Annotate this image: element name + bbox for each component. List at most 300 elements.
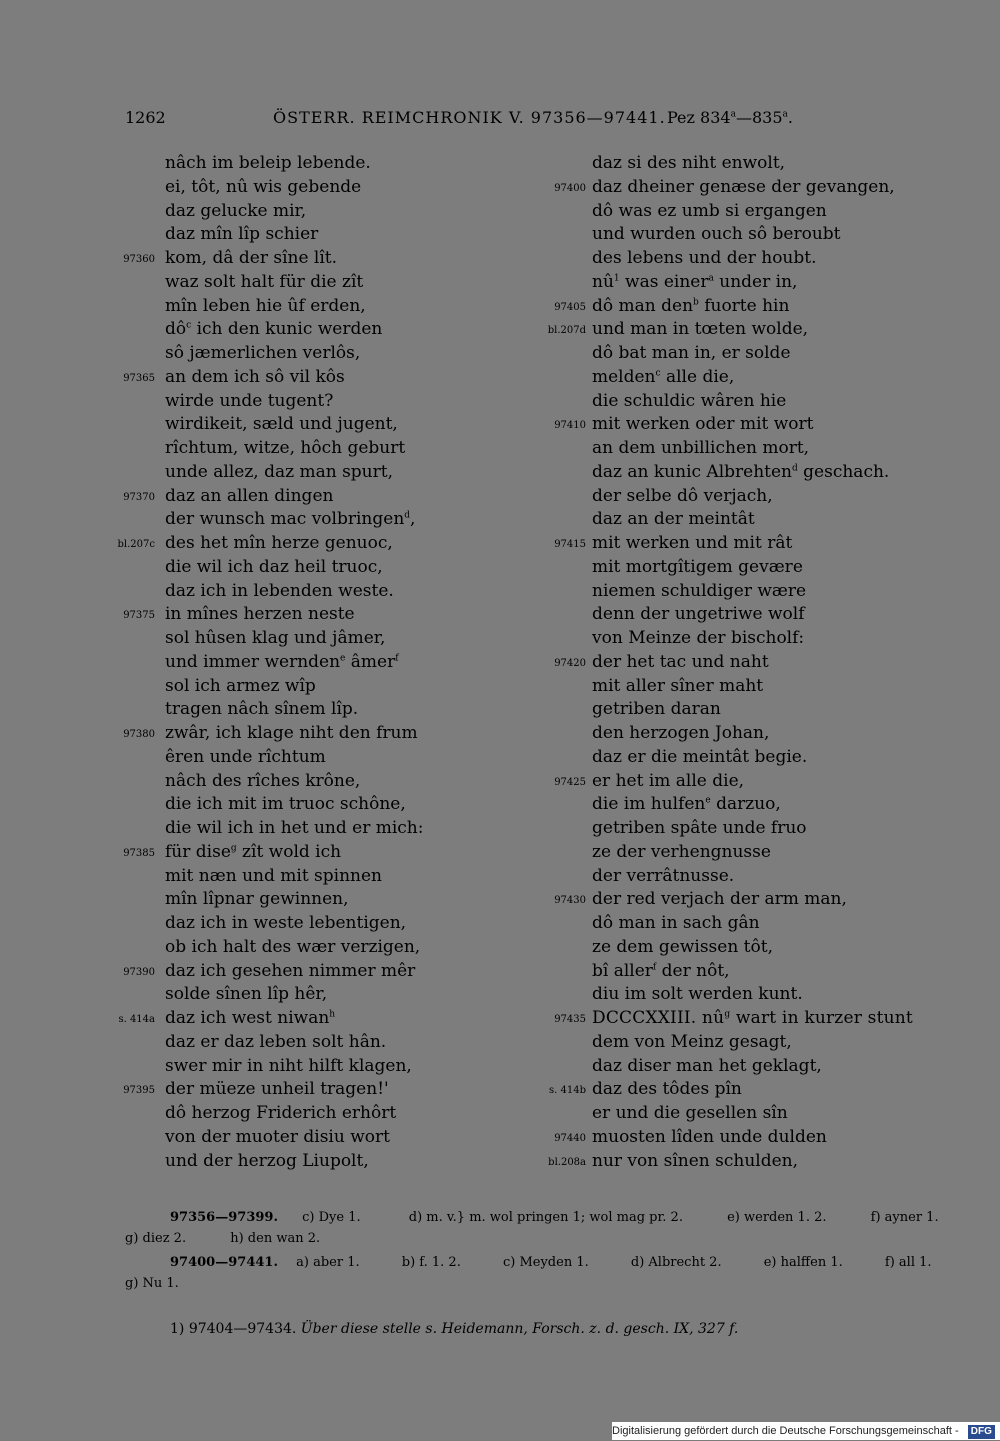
verse-text [592, 201, 827, 221]
dfg-banner-text: Digitalisierung gefördert durch die Deutsche Forschungsgemeinschaft - [612, 1425, 959, 1437]
verse-text [592, 557, 803, 577]
verse-line [165, 271, 565, 295]
verse-line [118, 1007, 565, 1031]
verse-text [165, 699, 358, 719]
verse-text [165, 201, 306, 221]
margin-line-number: 97375 [123, 610, 155, 622]
verse-fragment: êren unde rîchtum [165, 746, 326, 767]
verse-fragment: daz des tôdes pîn [592, 1079, 742, 1100]
verse-line [123, 485, 565, 509]
verse-line [592, 556, 972, 580]
verse-line [592, 271, 972, 295]
verse-fragment: sol hûsen klag und jâmer, [165, 628, 386, 648]
verse-line [554, 770, 972, 794]
note-marker: 1 [613, 273, 620, 284]
verse-line [165, 888, 565, 912]
margin-line-number: 97430 [554, 895, 586, 907]
verse-line [165, 176, 565, 200]
margin-line-number: 97370 [123, 491, 155, 503]
margin-line-number: 97380 [123, 729, 155, 740]
margin-line-number: 97395 [123, 1085, 155, 1097]
verse-line [554, 413, 972, 437]
verse-text [592, 486, 773, 506]
apparatus-range: 97400—97441. [170, 1255, 278, 1270]
verse-fragment: die ich mit im truoc schône, [165, 794, 406, 815]
verse-line [592, 508, 972, 532]
verse-fragment: geschach. [797, 461, 890, 482]
verse-line [592, 983, 972, 1007]
verse-line [548, 1150, 972, 1174]
verse-text [592, 1032, 792, 1052]
note-marker: a [708, 273, 714, 284]
verse-fragment: die schuldic wâren hie [592, 390, 787, 411]
verse-line [592, 223, 972, 247]
verse-fragment: daz ich gesehen nimmer mêr [165, 960, 416, 981]
verse-text [165, 747, 326, 767]
verse-fragment: dô man den [592, 295, 694, 316]
verse-line [123, 1078, 565, 1102]
note-marker: e [705, 795, 711, 806]
verse-fragment: diu im solt werden kunt. [592, 984, 803, 1005]
verse-text [592, 1151, 798, 1171]
verse-fragment: nur von sînen schulden, [592, 1150, 799, 1171]
apparatus-row [125, 1252, 955, 1273]
verse-text [592, 699, 721, 719]
dfg-funding-banner [612, 1422, 1000, 1440]
note-marker: d [792, 463, 798, 474]
verse-fragment: mit mortgîtigem gevære [592, 556, 803, 577]
verse-text [592, 937, 773, 957]
verse-fragment: was einer [619, 271, 709, 292]
verse-text [165, 1151, 369, 1171]
verse-text [165, 842, 341, 862]
verse-text [592, 913, 760, 933]
verse-line [549, 1078, 972, 1102]
apparatus-note: e) werden 1. 2. [727, 1210, 827, 1225]
margin-line-number: bl.208a [548, 1156, 586, 1168]
margin-line-number: 97365 [123, 372, 155, 384]
verse-fragment: waz solt halt für die zît [165, 271, 364, 292]
verse-fragment: der wunsch mac volbringen [165, 509, 405, 530]
verse-fragment: daz diser man het geklagt, [592, 1055, 822, 1076]
right-verse-column [547, 152, 972, 1173]
verse-text [592, 414, 814, 434]
verse-fragment: niemen schuldiger wære [592, 580, 807, 601]
verse-fragment: mit aller sîner maht [592, 675, 764, 696]
verse-text [165, 557, 383, 577]
verse-fragment: der selbe dô verjach, [592, 485, 773, 506]
verse-line [165, 793, 565, 817]
verse-text [592, 723, 769, 743]
verse-text [165, 818, 424, 838]
verse-line [592, 793, 972, 817]
verse-fragment: ei, tôt, nû wis gebende [165, 176, 362, 197]
verse-fragment: nâch des rîches krône, [165, 770, 361, 791]
verse-fragment: daz er daz leben solt hân. [165, 1031, 387, 1052]
verse-text [592, 319, 808, 339]
apparatus-row [125, 1273, 955, 1294]
margin-line-number: 97420 [554, 657, 586, 669]
verse-fragment: des het mîn herze genuoc, [165, 533, 393, 553]
apparatus-note: c) Dye 1. [302, 1210, 361, 1225]
verse-text [592, 533, 792, 553]
verse-line [554, 1126, 972, 1150]
verse-text [592, 296, 789, 316]
verse-fragment: an dem ich sô vil kôs [165, 366, 345, 387]
apparatus-row [125, 1228, 955, 1249]
verse-line [165, 223, 565, 247]
verse-text [165, 486, 333, 506]
verse-line [592, 841, 972, 865]
verse-fragment: die im hulfen [592, 794, 706, 815]
apparatus-note: a) aber 1. [296, 1255, 360, 1270]
verse-fragment: dô bat man in, er solde [592, 343, 791, 363]
verse-line [165, 1102, 565, 1126]
margin-line-number: 97410 [554, 420, 586, 432]
verse-text [165, 771, 360, 791]
verse-text [165, 913, 406, 933]
verse-fragment: die wil ich in het und er mich: [165, 818, 424, 838]
verse-fragment: wirdikeit, sæld und jugent, [165, 414, 398, 435]
verse-fragment: darzuo, [710, 794, 781, 815]
verse-text [165, 1008, 335, 1028]
verse-text [165, 438, 405, 458]
verse-line [123, 722, 565, 746]
verse-fragment: er het im alle die, [592, 770, 745, 791]
verse-text [165, 319, 382, 339]
verse-line [592, 1031, 972, 1055]
margin-line-number: s. 414b [549, 1085, 586, 1097]
verse-text [592, 272, 797, 292]
verse-line [592, 390, 972, 414]
note-marker: f [652, 961, 657, 972]
verse-fragment: ich den kunic werden [191, 319, 383, 340]
apparatus-note: d) m. v.} m. wol pringen 1; wol mag pr. 2. [408, 1210, 683, 1225]
verse-text [592, 177, 895, 197]
verse-line [123, 247, 565, 271]
note-marker: g [230, 843, 237, 854]
verse-fragment: nâch im beleip lebende. [165, 153, 371, 173]
verse-line [592, 603, 972, 627]
verse-text [165, 937, 420, 957]
verse-text [165, 367, 345, 387]
verse-text [165, 296, 366, 316]
verse-line [117, 532, 565, 556]
verse-line [165, 912, 565, 936]
verse-fragment: daz ich west niwan [165, 1008, 330, 1028]
verse-fragment: muosten lîden unde dulden [592, 1126, 827, 1147]
margin-line-number: 97440 [554, 1132, 586, 1144]
verse-fragment: in mînes herzen neste [165, 604, 355, 625]
verse-fragment: daz an der meintât [592, 509, 755, 530]
verse-text [592, 224, 841, 244]
verse-fragment: unde allez, daz man spurt, [165, 461, 393, 482]
verse-fragment: under in, [713, 271, 798, 292]
verse-line [165, 1031, 565, 1055]
verse-text [592, 652, 769, 672]
apparatus-row [125, 1207, 955, 1228]
footnote-number: 1) 97404—97434. [170, 1321, 297, 1337]
verse-text [592, 1056, 822, 1076]
margin-line-number: 97360 [123, 254, 155, 265]
verse-fragment: ze dem gewissen tôt, [592, 936, 773, 957]
verse-text [592, 343, 791, 363]
verse-text [592, 438, 809, 458]
verse-line [554, 888, 972, 912]
verse-fragment: er und die gesellen sîn [592, 1103, 788, 1123]
verse-fragment: mit werken oder mit wort [592, 414, 814, 435]
footnote [170, 1321, 738, 1337]
verse-fragment: âmer [345, 651, 396, 672]
verse-line [165, 461, 565, 485]
margin-line-number: 97390 [123, 966, 155, 978]
verse-line [165, 508, 565, 532]
verse-text [592, 604, 804, 624]
verse-line [165, 1126, 565, 1150]
verse-fragment: daz ich in lebenden weste. [165, 580, 394, 601]
verse-fragment: ze der verhengnusse [592, 841, 771, 862]
verse-fragment: die wil ich daz heil truoc, [165, 556, 383, 577]
verse-line [165, 983, 565, 1007]
verse-line [165, 152, 565, 176]
apparatus-note: f) ayner 1. [870, 1210, 939, 1225]
verse-fragment: mit næn und mit spinnen [165, 865, 382, 886]
verse-text [165, 652, 399, 672]
verse-text [165, 723, 418, 743]
running-title: ÖSTERR. REIMCHRONIK V. 97356—97441. [273, 108, 666, 127]
verse-fragment: solde sînen lîp hêr, [165, 984, 328, 1005]
verse-fragment: DCCCXXIII. nû [592, 1008, 725, 1028]
verse-fragment: wart in kurzer stunt [730, 1008, 913, 1028]
verse-text [592, 771, 744, 791]
verse-fragment: denn der ungetriwe wolf [592, 604, 805, 625]
verse-line [165, 200, 565, 224]
verse-line [165, 318, 565, 342]
verse-text [165, 676, 316, 696]
verse-line [123, 603, 565, 627]
verse-text [165, 961, 415, 981]
verse-fragment: ob ich halt des wær verzigen, [165, 936, 421, 957]
footnote-text: Über diese stelle s. Heidemann, Forsch. z. d. gesch. IX, 327 f. [300, 1321, 739, 1337]
verse-line [592, 960, 972, 984]
apparatus-note: g) Nu 1. [125, 1276, 179, 1291]
verse-line [165, 698, 565, 722]
verse-line [592, 936, 972, 960]
verse-fragment: nû [592, 271, 614, 292]
left-verse-column [117, 152, 565, 1173]
apparatus-note: f) all 1. [884, 1255, 932, 1270]
verse-fragment: getriben daran [592, 699, 721, 720]
verse-text [165, 248, 337, 268]
verse-fragment: daz an kunic Albrehten [592, 461, 792, 482]
verse-fragment: der red verjach der arm man, [592, 889, 847, 910]
critical-apparatus-2 [125, 1252, 955, 1294]
verse-fragment: daz ich in weste lebentigen, [165, 913, 407, 933]
verse-line [592, 746, 972, 770]
verse-fragment: mîn lîpnar gewinnen, [165, 889, 349, 910]
apparatus-note: e) halffen 1. [763, 1255, 843, 1270]
verse-fragment: dem von Meinz gesagt, [592, 1031, 792, 1052]
verse-line [165, 342, 565, 366]
verse-fragment: sol ich armez wîp [165, 675, 316, 696]
verse-line [165, 675, 565, 699]
verse-text [592, 1127, 827, 1147]
verse-line [165, 817, 565, 841]
apparatus-note: d) Albrecht 2. [630, 1255, 722, 1270]
verse-fragment: für dise [165, 841, 231, 862]
verse-line [165, 437, 565, 461]
verse-fragment: kom, dâ der sîne lît. [165, 248, 338, 268]
verse-text [165, 1079, 389, 1099]
verse-line [165, 1150, 565, 1174]
note-marker: c [186, 320, 192, 331]
verse-text [165, 509, 415, 529]
verse-text [165, 866, 382, 886]
verse-fragment: wirde unde tugent? [165, 390, 334, 411]
verse-line [554, 176, 972, 200]
verse-line [165, 936, 565, 960]
verse-fragment: der nôt, [656, 960, 730, 981]
verse-text [592, 1079, 742, 1099]
verse-fragment: sô jæmerlichen verlôs, [165, 343, 361, 363]
verse-fragment: zît wold ich [236, 841, 342, 862]
verse-fragment: , [410, 509, 416, 530]
verse-fragment: fuorte hin [698, 295, 790, 316]
verse-line [554, 295, 972, 319]
verse-text [165, 153, 371, 173]
verse-line [592, 912, 972, 936]
verse-fragment: mîn leben hie ûf erden, [165, 295, 366, 316]
verse-line [165, 295, 565, 319]
verse-text [165, 794, 406, 814]
verse-text [165, 1127, 390, 1147]
verse-fragment: und man in tœten wolde, [592, 319, 809, 340]
verse-fragment: von der muoter disiu wort [165, 1126, 390, 1147]
verse-line [592, 200, 972, 224]
verse-fragment: der verrâtnusse. [592, 865, 735, 886]
verse-fragment: dô herzog Friderich erhôrt [165, 1103, 397, 1123]
verse-fragment: dô was ez umb si ergangen [592, 200, 827, 221]
verse-fragment: daz dheiner genæse der gevangen, [592, 176, 895, 197]
verse-fragment: zwâr, ich klage niht den frum [165, 723, 418, 743]
verse-text [592, 842, 771, 862]
verse-fragment: alle die, [660, 366, 735, 387]
verse-fragment: dô [165, 319, 187, 340]
margin-line-number: 97435 [554, 1014, 586, 1025]
verse-fragment: getriben spâte unde fruo [592, 818, 807, 838]
apparatus-range: 97356—97399. [170, 1210, 278, 1225]
verse-line [592, 1102, 972, 1126]
verse-line [592, 675, 972, 699]
verse-fragment: dô man in sach gân [592, 913, 760, 933]
verse-text [165, 343, 360, 363]
verse-fragment: daz si des niht enwolt, [592, 153, 786, 173]
verse-line [592, 342, 972, 366]
page-number: 1262 [125, 108, 166, 127]
margin-line-number: 97415 [554, 539, 586, 550]
verse-text [165, 1103, 396, 1123]
verse-line [592, 627, 972, 651]
verse-text [592, 984, 803, 1004]
verse-fragment: mit werken und mit rât [592, 533, 793, 553]
verse-line [592, 817, 972, 841]
verse-line [165, 627, 565, 651]
verse-text [165, 177, 361, 197]
verse-fragment: daz mîn lîp schier [165, 224, 319, 245]
verse-text [592, 889, 847, 909]
verse-line [592, 461, 972, 485]
verse-fragment: und wurden ouch sô beroubt [592, 224, 841, 245]
verse-text [592, 1008, 913, 1028]
verse-text [592, 794, 781, 814]
note-marker: h [329, 1009, 336, 1020]
verse-text [165, 604, 355, 624]
verse-text [592, 391, 786, 411]
dfg-logo: DFG [968, 1425, 995, 1439]
verse-text [592, 1103, 788, 1123]
margin-line-number: 97385 [123, 847, 155, 859]
verse-text [165, 984, 327, 1004]
margin-line-number: 97425 [554, 776, 586, 788]
verse-fragment: und immer wernden [165, 651, 341, 672]
verse-fragment: der müeze unheil tragen!' [165, 1079, 389, 1100]
verse-line [165, 746, 565, 770]
verse-fragment: bî aller [592, 960, 653, 981]
margin-line-number: 97405 [554, 301, 586, 313]
verse-line [554, 651, 972, 675]
verse-text [592, 676, 763, 696]
verse-text [165, 1032, 386, 1052]
verse-line [592, 152, 972, 176]
verse-text [165, 224, 318, 244]
verse-fragment: des lebens und der houbt. [592, 248, 817, 268]
verse-line [592, 1055, 972, 1079]
note-marker: d [404, 510, 411, 521]
verse-fragment: daz er die meintât begie. [592, 746, 808, 767]
verse-fragment: tragen nâch sînem lîp. [165, 699, 359, 720]
verse-line [123, 960, 565, 984]
verse-line [592, 247, 972, 271]
critical-apparatus-1 [125, 1207, 955, 1249]
verse-line [165, 556, 565, 580]
verse-line [165, 390, 565, 414]
verse-line [592, 580, 972, 604]
verse-text [592, 367, 734, 387]
verse-line [123, 841, 565, 865]
verse-fragment: swer mir in niht hilft klagen, [165, 1055, 412, 1076]
verse-line [592, 698, 972, 722]
verse-fragment: den herzogen Johan, [592, 723, 770, 743]
verse-line [165, 580, 565, 604]
verse-text [592, 581, 806, 601]
verse-text [592, 462, 889, 482]
note-marker: g [724, 1009, 731, 1020]
note-marker: b [693, 296, 699, 307]
verse-text [592, 628, 804, 648]
verse-text [165, 272, 363, 292]
verse-line [592, 366, 972, 390]
margin-line-number: s. 414a [118, 1014, 155, 1025]
verse-line [165, 770, 565, 794]
verse-fragment: von Meinze der bischolf: [592, 628, 805, 648]
verse-text [165, 414, 398, 434]
verse-text [592, 818, 807, 838]
verse-line [592, 865, 972, 889]
verse-fragment: daz gelucke mir, [165, 200, 307, 221]
verse-text [592, 248, 817, 268]
verse-line [592, 722, 972, 746]
verse-fragment: und der herzog Liupolt, [165, 1150, 369, 1171]
